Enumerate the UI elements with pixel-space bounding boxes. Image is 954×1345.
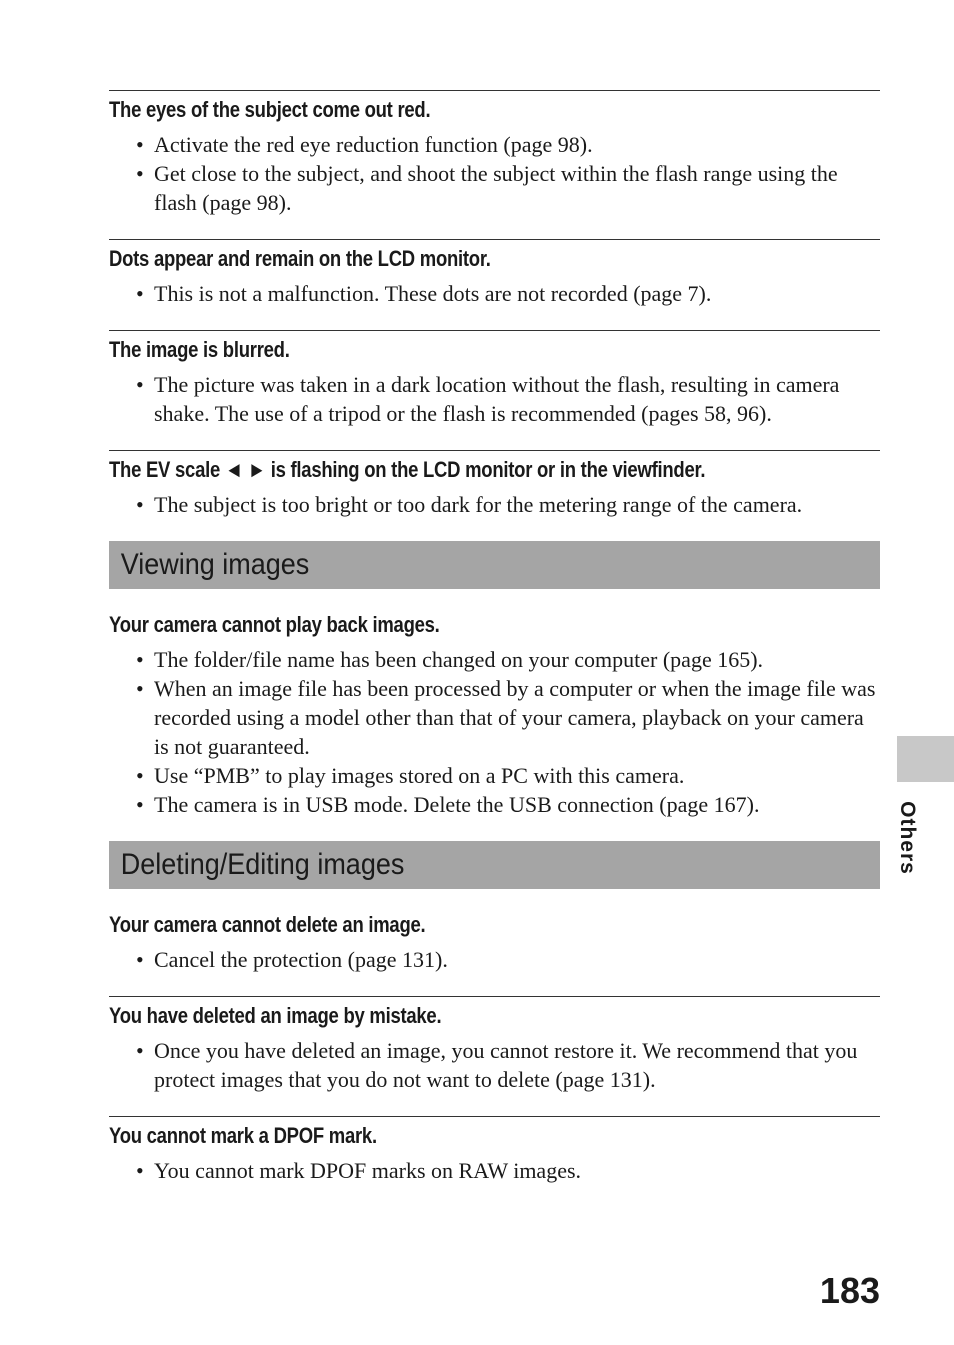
bullet-dot: • xyxy=(136,676,144,701)
bullet-text: Get close to the subject, and shoot the subject within the flash range using the flash (page 98). xyxy=(154,161,838,215)
topic-heading: The image is blurred. xyxy=(109,337,290,362)
bullet-dot: • xyxy=(136,1158,144,1183)
bullet-text: When an image file has been processed by a computer or when the image file was recorded using a model other than that of your camera, playback on your camera is not guaranteed. xyxy=(154,676,876,759)
side-tab-label: Others xyxy=(896,801,919,875)
topic-heading: Dots appear and remain on the LCD monitor. xyxy=(109,246,491,271)
bullet-list xyxy=(109,1156,880,1185)
bullet-dot: • xyxy=(136,1038,144,1063)
topic-cannot-play-back xyxy=(109,611,880,819)
section-bar-deleting xyxy=(109,841,880,889)
side-tab-marker xyxy=(897,736,954,782)
bullet-text: The folder/file name has been changed on your computer (page 165). xyxy=(154,647,764,672)
bullet-text: This is not a malfunction. These dots are not recorded (page 7). xyxy=(154,281,712,306)
bullet-text: Use “PMB” to play images stored on a PC with this camera. xyxy=(154,763,685,788)
page-number: 183 xyxy=(819,1270,880,1311)
topic-deleted-by-mistake xyxy=(109,996,880,1094)
bullet-text: Once you have deleted an image, you cannot restore it. We recommend that you protect images that you do not want to delete (page 131). xyxy=(154,1038,858,1092)
topic-dpof-mark xyxy=(109,1116,880,1185)
page-content xyxy=(109,90,880,1207)
bullet-text: The picture was taken in a dark location without the flash, resulting in camera shake. The use of a tripod or the flash is recommended (pages 58, 96). xyxy=(154,372,840,426)
topic-ev-scale xyxy=(109,450,880,519)
bullet-list xyxy=(109,945,880,974)
topic-heading: Your camera cannot delete an image. xyxy=(109,912,426,937)
list-item xyxy=(109,1156,880,1185)
bullet-dot: • xyxy=(136,792,144,817)
bullet-list xyxy=(109,130,880,217)
topic-heading: The eyes of the subject come out red. xyxy=(109,97,431,122)
list-item xyxy=(109,945,880,974)
bullet-list xyxy=(109,370,880,428)
bullet-list xyxy=(109,279,880,308)
bullet-list xyxy=(109,645,880,819)
list-item xyxy=(109,159,880,217)
topic-heading: You cannot mark a DPOF mark. xyxy=(109,1123,377,1148)
bullet-dot: • xyxy=(136,161,144,186)
list-item xyxy=(109,674,880,761)
bullet-dot: • xyxy=(136,647,144,672)
topic-cannot-delete xyxy=(109,911,880,974)
section-title: Deleting/Editing images xyxy=(120,848,405,881)
topic-heading: You have deleted an image by mistake. xyxy=(109,1003,442,1028)
list-item xyxy=(109,790,880,819)
bullet-dot: • xyxy=(136,132,144,157)
bullet-list xyxy=(109,1036,880,1094)
list-item xyxy=(109,279,880,308)
topic-dots-lcd xyxy=(109,239,880,308)
bullet-dot: • xyxy=(136,281,144,306)
bullet-text: You cannot mark DPOF marks on RAW images. xyxy=(154,1158,582,1183)
list-item xyxy=(109,130,880,159)
topic-red-eye xyxy=(109,90,880,217)
topic-heading: Your camera cannot play back images. xyxy=(109,612,440,637)
bullet-text: The camera is in USB mode. Delete the USB connection (page 167). xyxy=(154,792,760,817)
list-item xyxy=(109,761,880,790)
list-item xyxy=(109,645,880,674)
section-bar-viewing xyxy=(109,541,880,589)
bullet-list xyxy=(109,490,880,519)
bullet-dot: • xyxy=(136,763,144,788)
bullet-text: The subject is too bright or too dark for the metering range of the camera. xyxy=(154,492,803,517)
bullet-dot: • xyxy=(136,947,144,972)
list-item xyxy=(109,370,880,428)
topic-heading: The EV scale ◄ ► is flashing on the LCD monitor or in the viewfinder. xyxy=(109,457,706,482)
bullet-text: Cancel the protection (page 131). xyxy=(154,947,448,972)
bullet-dot: • xyxy=(136,372,144,397)
bullet-text: Activate the red eye reduction function (page 98). xyxy=(154,132,593,157)
list-item xyxy=(109,1036,880,1094)
section-title: Viewing images xyxy=(120,548,310,581)
bullet-dot: • xyxy=(136,492,144,517)
topic-image-blurred xyxy=(109,330,880,428)
list-item xyxy=(109,490,880,519)
